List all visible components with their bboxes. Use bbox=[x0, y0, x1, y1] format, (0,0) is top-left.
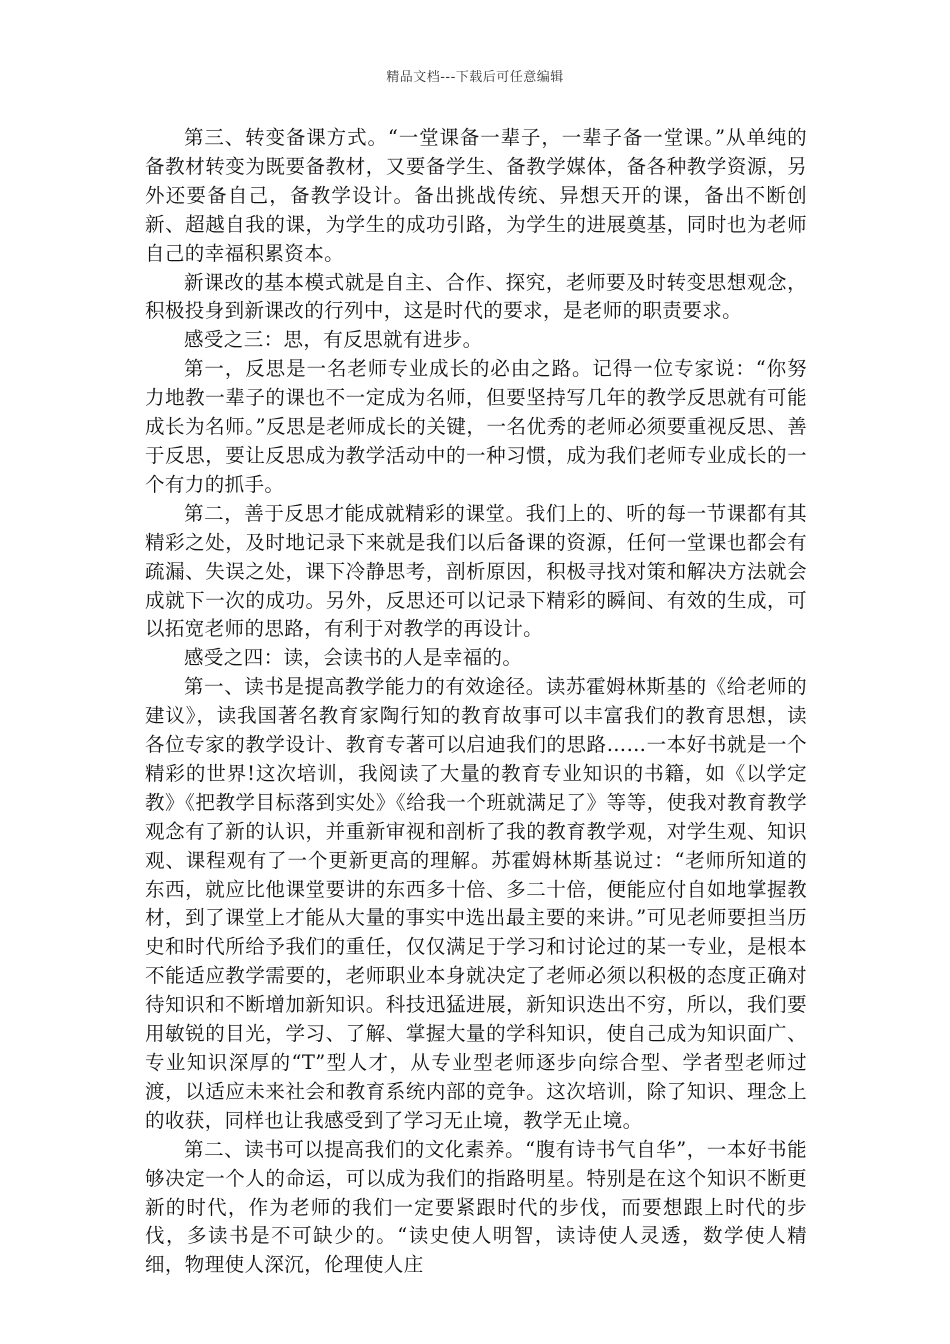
paragraph-new-curriculum: 新课改的基本模式就是自主、合作、探究，老师要及时转变思想观念，积极投身到新课改的行列中，这是时代的要求，是老师的职责要求。 bbox=[145, 270, 807, 323]
paragraph-reflection-second: 第二，善于反思才能成就精彩的课堂。我们上的、听的每一节课都有其精彩之处，及时地记录下来就是我们以后备课的资源，任何一堂课也都会有疏漏、失误之处，课下冷静思考，剖析原因，积极寻找对策和解决方法就会成就下一次的成功。另外，反思还可以记录下精彩的瞬间、有效的生成，可以拓宽老师的思路，有利于对教学的再设计。 bbox=[145, 501, 807, 641]
page-header: 精品文档---下载后可任意编辑 bbox=[386, 70, 564, 85]
section-heading-reading: 感受之四：读，会读书的人是幸福的。 bbox=[184, 646, 523, 670]
paragraph-reading-first: 第一、读书是提高教学能力的有效途径。读苏霍姆林斯基的《给老师的建议》，读我国著名教育家陶行知的教育故事可以丰富我们的教育思想，读各位专家的教学设计、教育专著可以启迪我们的思路……一本好书就是一个精彩的世界!这次培训，我阅读了大量的教育专业知识的书籍，如《以学定教》《把教学目标落到实处》《给我一个班就满足了》等等，使我对教育教学观念有了新的认识，并重新审视和剖析了我的教育教学观，对学生观、知识观、课程观有了一个更新更高的理解。苏霍姆林斯基说过：“老师所知道的东西，就应比他课堂要讲的东西多十倍、多二十倍，便能应付自如地掌握教材，到了课堂上才能从大量的事实中选出最主要的来讲。”可见老师要担当历史和时代所给予我们的重任，仅仅满足于学习和讨论过的某一专业，是根本不能适应教学需要的，老师职业本身就决定了老师必须以积极的态度正确对待知识和不断增加新知识。科技迅猛进展，新知识迭出不穷，所以，我们要用敏锐的目光，学习、了解、掌握大量的学科知识，使自己成为知识面广、专业知识深厚的“T”型人才，从专业型老师逐步向综合型、学者型老师过渡，以适应未来社会和教育系统内部的竞争。这次培训，除了知识、理念上的收获，同样也让我感受到了学习无止境，教学无止境。 bbox=[145, 675, 807, 1132]
section-heading-reflection: 感受之三：思，有反思就有进步。 bbox=[184, 328, 483, 352]
document-body bbox=[145, 124, 807, 1280]
paragraph-reflection-first: 第一，反思是一名老师专业成长的必由之路。记得一位专家说：“你努力地教一辈子的课也不一定成为名师，但要坚持写几年的教学反思就有可能成长为名师。”反思是老师成长的关键，一名优秀的老师必须要重视反思、善于反思，要让反思成为教学活动中的一种习惯，成为我们老师专业成长的一个有力的抓手。 bbox=[145, 357, 807, 496]
paragraph-reading-second: 第二、读书可以提高我们的文化素养。“腹有诗书气自华”，一本好书能够决定一个人的命运，可以成为我们的指路明星。特别是在这个知识不断更新的时代，作为老师的我们一定要紧跟时代的步伐，而要想跟上时代的步伐，多读书是不可缺少的。“读史使人明智，读诗使人灵透，数学使人精细，物理使人深沉，伦理使人庄 bbox=[145, 1137, 807, 1277]
paragraph-prepare-lessons: 第三、转变备课方式。“一堂课备一辈子，一辈子备一堂课。”从单纯的备教材转变为既要备教材，又要备学生、备教学媒体，备各种教学资源，另外还要备自己，备教学设计。备出挑战传统、异想天开的课，备出不断创新、超越自我的课，为学生的成功引路，为学生的进展奠基，同时也为老师自己的幸福积累资本。 bbox=[145, 126, 807, 265]
